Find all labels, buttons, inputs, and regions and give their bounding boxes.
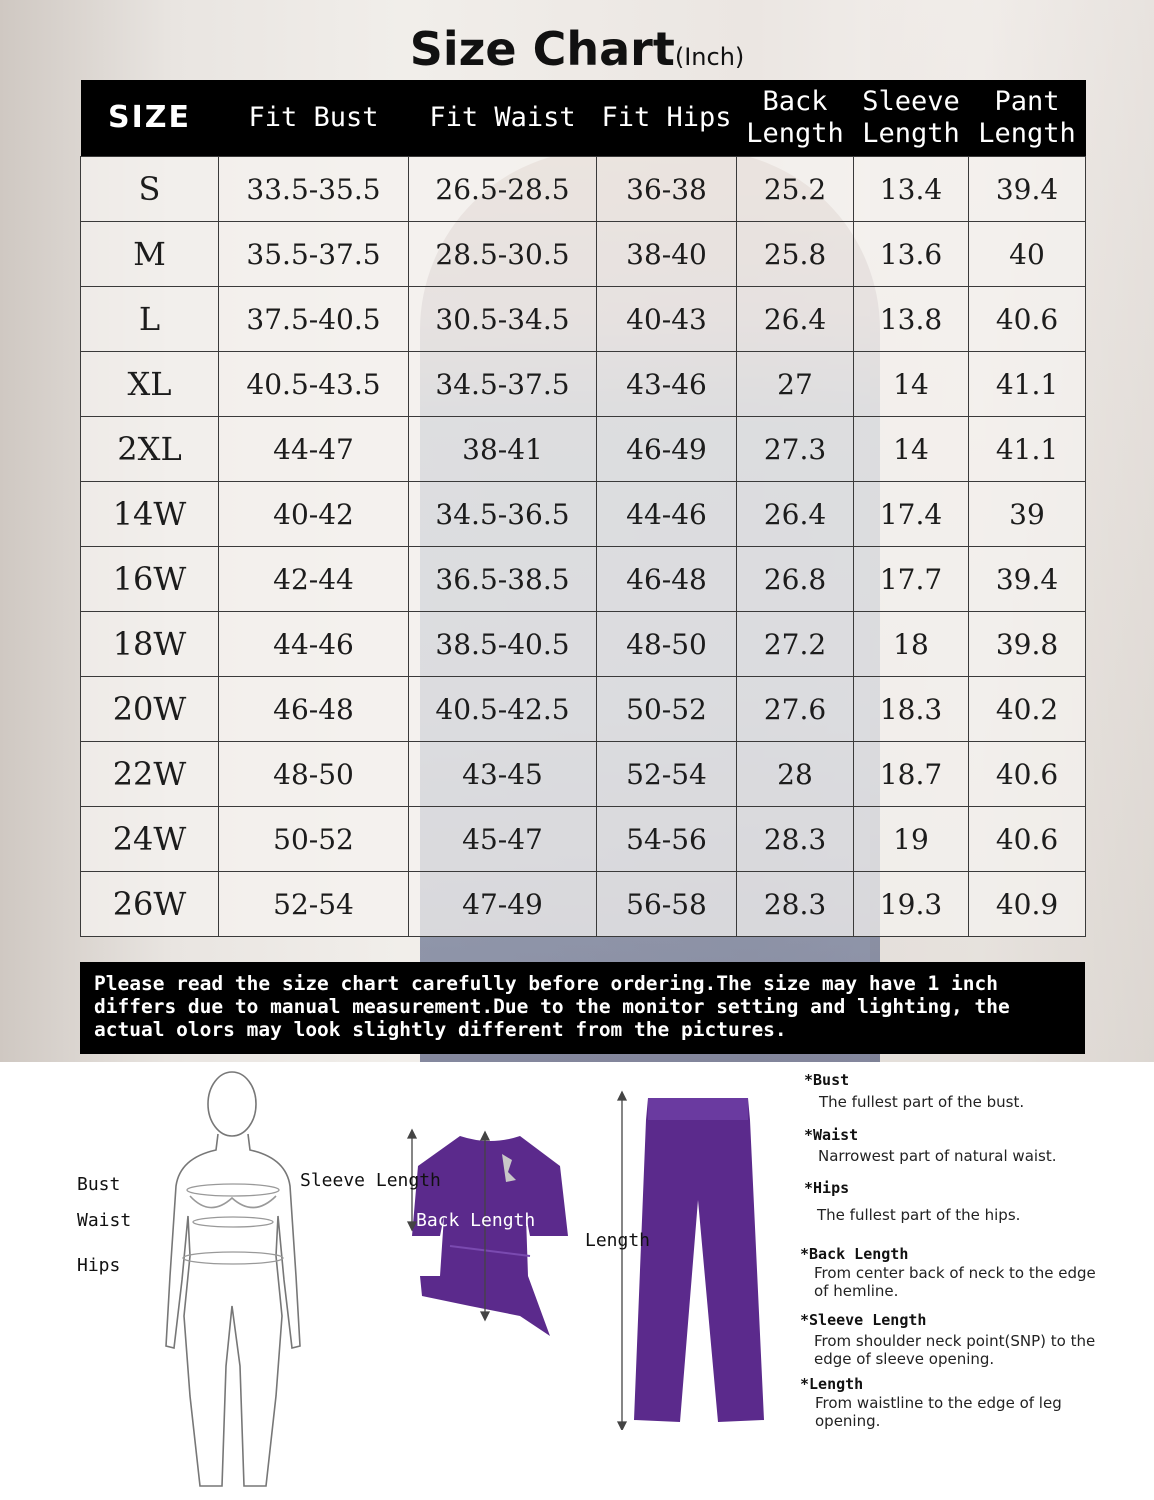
def-term-length: *Length <box>800 1375 864 1393</box>
measurement-cell: 50-52 <box>597 677 737 742</box>
size-table-header <box>81 80 1086 157</box>
table-row <box>81 222 1086 287</box>
measurement-cell: 46-49 <box>597 417 737 482</box>
header-fit-hips: Fit Hips <box>597 80 737 157</box>
size-cell: M <box>81 222 219 287</box>
measurement-cell: 27 <box>737 352 854 417</box>
size-cell: 16W <box>81 547 219 612</box>
measurement-cell: 28.5-30.5 <box>409 222 597 287</box>
measurement-cell: 39.4 <box>969 157 1086 222</box>
measurement-cell: 40 <box>969 222 1086 287</box>
size-cell: S <box>81 157 219 222</box>
size-table <box>80 80 1086 937</box>
size-cell: XL <box>81 352 219 417</box>
label-bust: Bust <box>77 1174 121 1195</box>
label-sleeve-length: Sleeve Length <box>300 1170 441 1191</box>
size-cell: 26W <box>81 872 219 937</box>
measurement-cell: 13.4 <box>854 157 969 222</box>
measurement-cell: 33.5-35.5 <box>219 157 409 222</box>
measurement-cell: 52-54 <box>219 872 409 937</box>
measurement-cell: 40-43 <box>597 287 737 352</box>
measurement-cell: 14 <box>854 417 969 482</box>
def-term-hips: *Hips <box>804 1179 850 1197</box>
measurement-cell: 45-47 <box>409 807 597 872</box>
measurement-cell: 48-50 <box>597 612 737 677</box>
measurement-cell: 40.5-43.5 <box>219 352 409 417</box>
measurement-cell: 39 <box>969 482 1086 547</box>
measurement-cell: 26.4 <box>737 482 854 547</box>
measurement-cell: 18.7 <box>854 742 969 807</box>
size-cell: 18W <box>81 612 219 677</box>
chart-title-unit: (Inch) <box>674 43 745 71</box>
def-term-waist: *Waist <box>804 1126 859 1144</box>
measurement-cell: 40.6 <box>969 287 1086 352</box>
size-cell: 24W <box>81 807 219 872</box>
table-row <box>81 157 1086 222</box>
measurement-cell: 40.6 <box>969 742 1086 807</box>
measurement-cell: 36-38 <box>597 157 737 222</box>
measurement-cell: 39.8 <box>969 612 1086 677</box>
body-outline-figure <box>160 1066 310 1498</box>
measurement-cell: 46-48 <box>597 547 737 612</box>
measurement-cell: 38-41 <box>409 417 597 482</box>
measurement-cell: 26.5-28.5 <box>409 157 597 222</box>
table-row <box>81 677 1086 742</box>
def-text-waist: Narrowest part of natural waist. <box>818 1147 1057 1165</box>
measurement-cell: 34.5-37.5 <box>409 352 597 417</box>
def-term-sleeve-length: *Sleeve Length <box>800 1311 927 1329</box>
def-text-back-length: From center back of neck to the edge of hemline. <box>814 1264 1096 1300</box>
measurement-cell: 40-42 <box>219 482 409 547</box>
table-row <box>81 612 1086 677</box>
measurement-cell: 25.8 <box>737 222 854 287</box>
measurement-cell: 17.7 <box>854 547 969 612</box>
measurement-cell: 40.5-42.5 <box>409 677 597 742</box>
measurement-cell: 19.3 <box>854 872 969 937</box>
chart-title-main: Size Chart <box>409 22 675 76</box>
def-text-bust: The fullest part of the bust. <box>819 1093 1025 1111</box>
measurement-cell: 48-50 <box>219 742 409 807</box>
label-back-length: Back Length <box>416 1210 536 1231</box>
measurement-cell: 54-56 <box>597 807 737 872</box>
measurement-cell: 46-48 <box>219 677 409 742</box>
header-fit-waist: Fit Waist <box>409 80 597 157</box>
measurement-cell: 37.5-40.5 <box>219 287 409 352</box>
measurement-cell: 40.6 <box>969 807 1086 872</box>
measurement-cell: 25.2 <box>737 157 854 222</box>
table-row <box>81 287 1086 352</box>
header-pant-length: Pant Length <box>969 80 1086 157</box>
def-text-length: From waistline to the edge of leg opening. <box>815 1394 1062 1430</box>
size-cell: L <box>81 287 219 352</box>
measurement-cell: 34.5-36.5 <box>409 482 597 547</box>
measurement-cell: 27.3 <box>737 417 854 482</box>
disclaimer-note: Please read the size chart carefully before ordering.The size may have 1 inch differs due to manual measurement.Due to the monitor setting and lighting, the actual olors may look slightly different from the pictures. <box>80 962 1085 1054</box>
measurement-cell: 40.9 <box>969 872 1086 937</box>
measurement-cell: 40.2 <box>969 677 1086 742</box>
header-sleeve-length: Sleeve Length <box>854 80 969 157</box>
measurement-guide <box>40 1066 1154 1500</box>
measurement-cell: 28.3 <box>737 872 854 937</box>
measurement-cell: 27.6 <box>737 677 854 742</box>
table-row <box>81 352 1086 417</box>
label-waist: Waist <box>77 1210 132 1231</box>
measurement-cell: 44-47 <box>219 417 409 482</box>
measurement-cell: 26.8 <box>737 547 854 612</box>
table-row <box>81 547 1086 612</box>
measurement-cell: 18.3 <box>854 677 969 742</box>
chart-title <box>0 22 1154 76</box>
size-cell: 22W <box>81 742 219 807</box>
table-row <box>81 807 1086 872</box>
size-cell: 2XL <box>81 417 219 482</box>
pants-image <box>600 1090 770 1430</box>
measurement-cell: 13.6 <box>854 222 969 287</box>
header-back-length: Back Length <box>737 80 854 157</box>
table-row <box>81 417 1086 482</box>
measurement-cell: 13.8 <box>854 287 969 352</box>
table-row <box>81 482 1086 547</box>
table-row <box>81 742 1086 807</box>
measurement-cell: 27.2 <box>737 612 854 677</box>
measurement-cell: 30.5-34.5 <box>409 287 597 352</box>
measurement-cell: 38.5-40.5 <box>409 612 597 677</box>
measurement-cell: 17.4 <box>854 482 969 547</box>
header-size: SIZE <box>81 80 219 157</box>
measurement-cell: 35.5-37.5 <box>219 222 409 287</box>
measurement-cell: 42-44 <box>219 547 409 612</box>
label-pant-length: Length <box>585 1230 651 1251</box>
measurement-cell: 56-58 <box>597 872 737 937</box>
measurement-cell: 36.5-38.5 <box>409 547 597 612</box>
measurement-cell: 19 <box>854 807 969 872</box>
measurement-cell: 41.1 <box>969 352 1086 417</box>
measurement-cell: 18 <box>854 612 969 677</box>
measurement-cell: 52-54 <box>597 742 737 807</box>
measurement-cell: 28.3 <box>737 807 854 872</box>
measurement-cell: 41.1 <box>969 417 1086 482</box>
size-cell: 14W <box>81 482 219 547</box>
table-row <box>81 872 1086 937</box>
measurement-cell: 39.4 <box>969 547 1086 612</box>
size-cell: 20W <box>81 677 219 742</box>
def-text-sleeve-length: From shoulder neck point(SNP) to the edge of sleeve opening. <box>814 1332 1096 1368</box>
measurement-cell: 43-46 <box>597 352 737 417</box>
measurement-cell: 38-40 <box>597 222 737 287</box>
measurement-cell: 26.4 <box>737 287 854 352</box>
label-hips: Hips <box>77 1255 121 1276</box>
measurement-cell: 28 <box>737 742 854 807</box>
measurement-cell: 44-46 <box>219 612 409 677</box>
measurement-cell: 44-46 <box>597 482 737 547</box>
measurement-cell: 50-52 <box>219 807 409 872</box>
measurement-cell: 43-45 <box>409 742 597 807</box>
def-term-bust: *Bust <box>804 1071 850 1089</box>
measurement-cell: 47-49 <box>409 872 597 937</box>
def-text-hips: The fullest part of the hips. <box>817 1206 1021 1224</box>
measurement-cell: 14 <box>854 352 969 417</box>
def-term-back-length: *Back Length <box>800 1245 909 1263</box>
header-fit-bust: Fit Bust <box>219 80 409 157</box>
